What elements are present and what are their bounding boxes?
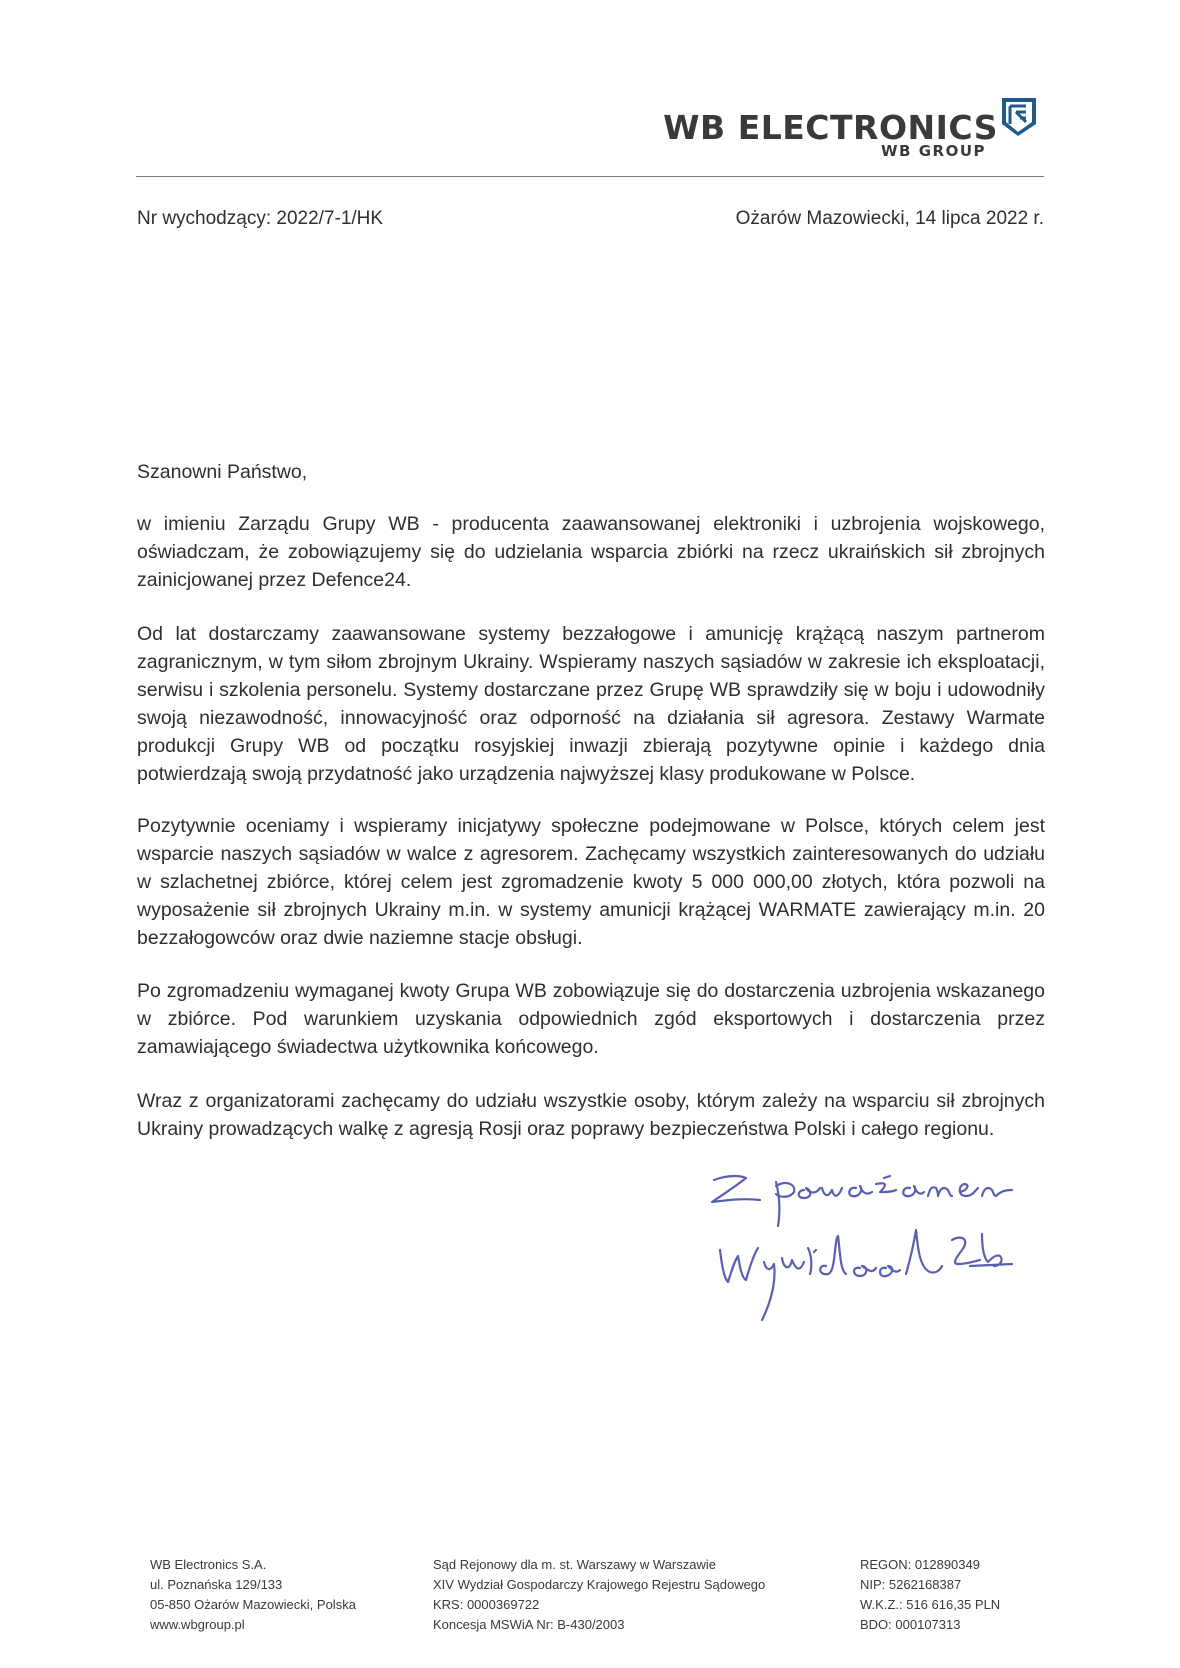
reference-number: Nr wychodzący: 2022/7-1/HK xyxy=(137,208,384,229)
footer-website-link[interactable]: www.wbgroup.pl xyxy=(150,1617,245,1632)
footer-line: BDO: 000107313 xyxy=(860,1617,961,1632)
footer-line: Koncesja MSWiA Nr: B-430/2003 xyxy=(433,1617,625,1632)
paragraph: Wraz z organizatorami zachęcamy do udziału wszystkie osoby, którym zależy na wsparciu sił zbrojnych Ukrainy prowadzących walkę z agresją Rosji oraz poprawy bezpieczeństwa Polski i całego regionu. xyxy=(137,1090,1045,1140)
footer-line: WB Electronics S.A. xyxy=(150,1557,267,1572)
footer-line: KRS: 0000369722 xyxy=(433,1597,540,1612)
logo-brand-text: WB ELECTRONICS xyxy=(663,108,998,147)
footer-line: XIV Wydział Gospodarczy Krajowego Rejestru Sądowego xyxy=(433,1577,766,1592)
company-logo xyxy=(590,108,1050,168)
header-divider xyxy=(136,176,1044,177)
footer-line: W.K.Z.: 516 616,35 PLN xyxy=(860,1597,1001,1612)
paragraph: Pozytywnie oceniamy i wspieramy inicjatywy społeczne podejmowane w Polsce, których celem jest wsparcie naszych sąsiadów w walce z agresorem. Zachęcamy wszystkich zainteresowanych do udziału w szlachetnej zbiórce, której celem jest zgromadzenie kwoty 5 000 000,00 złotych, która pozwoli na wyposażenie sił zbrojnych Ukrainy m.in. w systemy amunicji krążącej WARMATE zawierający m.in. 20 bezzałogowców oraz dwie naziemne stacje obsługi. xyxy=(137,815,1045,949)
footer-line: REGON: 012890349 xyxy=(860,1557,980,1572)
wb-emblem-icon xyxy=(996,94,1040,138)
footer-line: NIP: 5262168387 xyxy=(860,1577,962,1592)
place-and-date: Ożarów Mazowiecki, 14 lipca 2022 r. xyxy=(735,208,1044,229)
paragraph: w imieniu Zarządu Grupy WB - producenta zaawansowanej elektroniki i uzbrojenia wojskowego, oświadczam, że zobowiązujemy się do udzielania wsparcia zbiórki na rzecz ukraińskich sił zbrojnych zainicjowanej przez Defence24. xyxy=(137,513,1045,591)
paragraph: Po zgromadzeniu wymaganej kwoty Grupa WB zobowiązuje się do dostarczenia uzbrojenia wskazanego w zbiórce. Pod warunkiem uzyskania odpowiednich zgód eksportowych i dostarczenia przez zamawiającego świadectwa użytkownika końcowego. xyxy=(137,980,1045,1058)
logo-group-text: WB GROUP xyxy=(881,142,986,160)
salutation: Szanowni Państwo, xyxy=(137,461,308,483)
footer-line: 05-850 Ożarów Mazowiecki, Polska xyxy=(150,1597,356,1612)
footer-company-info xyxy=(150,1555,356,1635)
handwritten-signature xyxy=(700,1170,1100,1340)
footer-court-info xyxy=(433,1555,765,1635)
footer-registry-info xyxy=(860,1555,1000,1635)
footer-line: Sąd Rejonowy dla m. st. Warszawy w Warszawie xyxy=(433,1557,716,1572)
footer-line: ul. Poznańska 129/133 xyxy=(150,1577,283,1592)
paragraph: Od lat dostarczamy zaawansowane systemy bezzałogowe i amunicję krążącą naszym partnerom zagranicznym, w tym siłom zbrojnym Ukrainy. Wspieramy naszych sąsiadów w zakresie ich eksploatacji, serwisu i szkolenia personelu. Systemy dostarczane przez Grupę WB sprawdziły się w boju i udowodniły swoją niezawodność, innowacyjność oraz odporność na działania sił agresora. Zestawy Warmate produkcji Grupy WB od początku rosyjskiej inwazji zbierają pozytywne opinie i każdego dnia potwierdzają swoją przydatność jako urządzenia najwyższej klasy produkowane w Polsce. xyxy=(137,623,1045,785)
